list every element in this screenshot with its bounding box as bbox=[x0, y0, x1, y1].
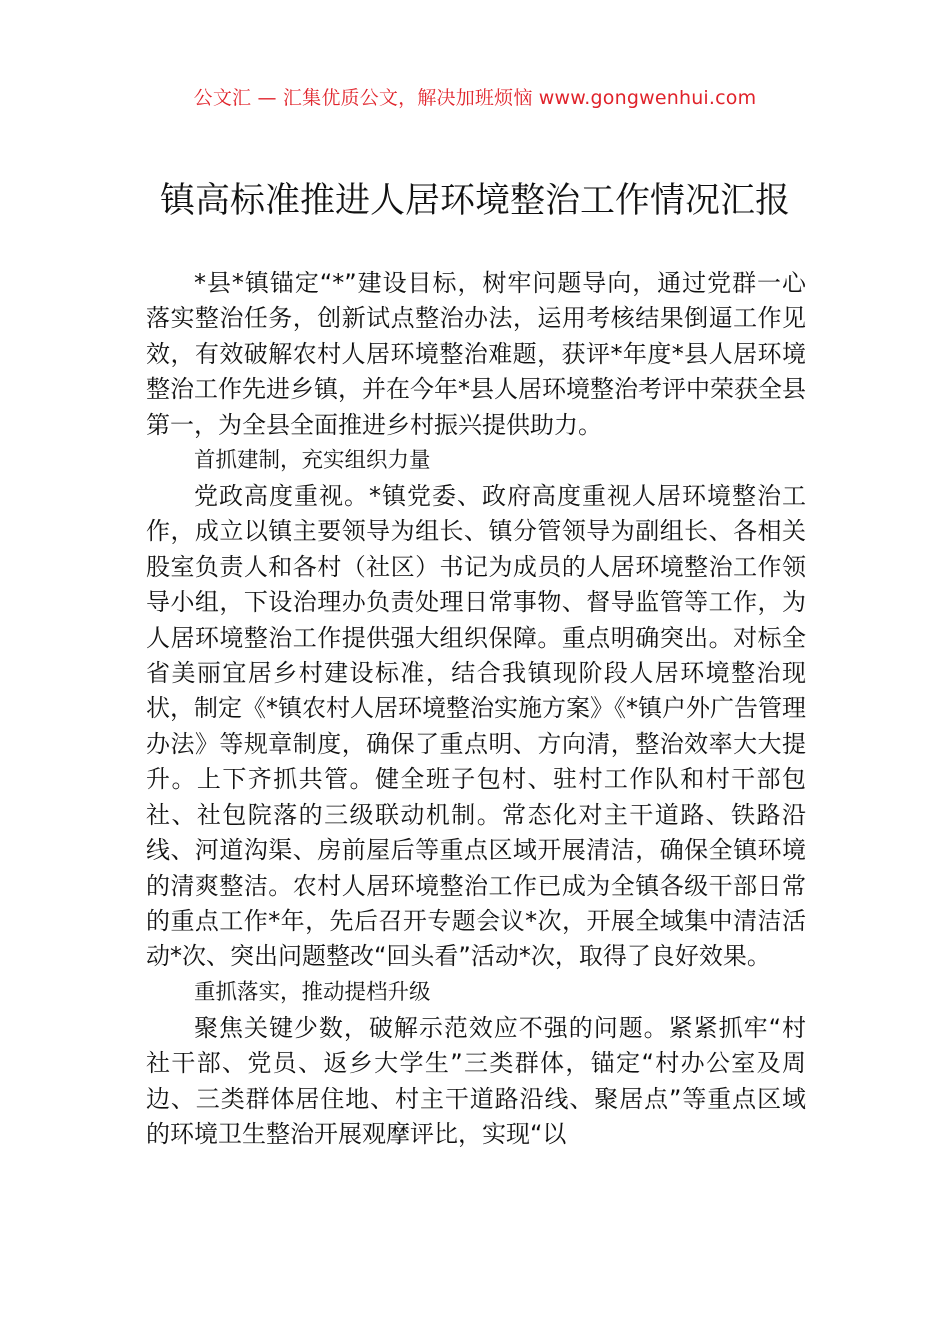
section-heading: 重抓落实，推动提档升级 bbox=[194, 979, 431, 1005]
body-paragraph: 聚焦关键少数，破解示范效应不强的问题。紧紧抓牢“村社干部、党员、返乡大学生”三类群体，锚定“村办公室及周边、三类群体居住地、村主干道路沿线、聚居点”等重点区域的环境卫生整治开展观摩评比，实现“以 bbox=[146, 1013, 806, 1148]
section-heading: 首抓建制，充实组织力量 bbox=[194, 448, 431, 474]
body-paragraph: 党政高度重视。*镇党委、政府高度重视人居环境整治工作，成立以镇主要领导为组长、镇分管领导为副组长、各相关股室负责人和各村（社区）书记为成员的人居环境整治工作领导小组，下设治理办负责处理日常事物、督导监管等工作，为人居环境整治工作提供强大组织保障。重点明确突出。对标全省美丽宜居乡村建设标准，结合我镇现阶段人居环境整治现状，制定《*镇农村人居环境整治实施方案》《*镇户外广告管理办法》等规章制度，确保了重点明、方向清，整治效率大大提升。上下齐抓共管。健全班子包村、驻村工作队和村干部包社、社包院落的三级联动机制。常态化对主干道路、铁路沿线、河道沟渠、房前屋后等重点区域开展清洁，确保全镇环境的清爽整洁。农村人居环境整治工作已成为全镇各级干部日常的重点工作*年，先后召开专题会议*次，开展全域集中清洁活动*次、突出问题整改“回头看”活动*次，取得了良好效果。 bbox=[146, 482, 806, 971]
intro-paragraph: *县*镇锚定“*”建设目标，树牢问题导向，通过党群一心落实整治任务，创新试点整治办法，运用考核结果倒逼工作见效，有效破解农村人居环境整治难题，获评*年度*县人居环境整治工作先进乡镇，并在今年*县人居环境整治考评中荣获全县第一，为全县全面推进乡村振兴提供助力。 bbox=[146, 269, 806, 439]
header-banner: 公文汇 — 汇集优质公文，解决加班烦恼 www.gongwenhui.com bbox=[193, 87, 757, 109]
page-title: 镇高标准推进人居环境整治工作情况汇报 bbox=[159, 181, 790, 221]
document-body bbox=[146, 266, 806, 1152]
